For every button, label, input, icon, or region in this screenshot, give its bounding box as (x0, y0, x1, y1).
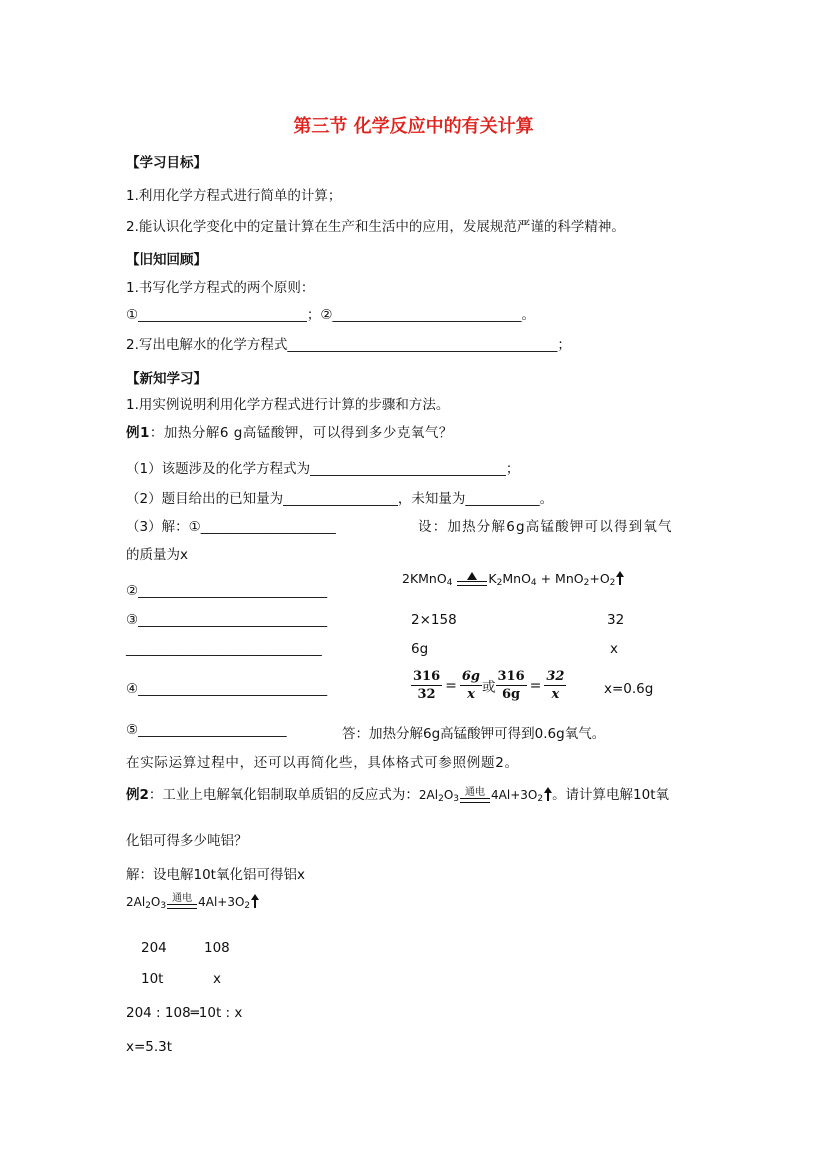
example-2-question-line2: 化铝可得多少吨铝？ (126, 833, 248, 849)
example-2-result: x=5.3t (126, 1039, 173, 1055)
new-learning-header: 【新知学习】 (126, 371, 207, 387)
known-mass: 10t (141, 971, 164, 987)
page-title: 第三节 化学反应中的有关计算 (293, 116, 534, 137)
mass-left: 2×158 (411, 612, 457, 628)
review-1: 1.书写化学方程式的两个原则： (126, 280, 315, 296)
gas-arrow-icon (616, 571, 624, 585)
example-2-ratio: 204 : 108═10t : x (126, 1005, 243, 1021)
example-1-q2: （2）题目给出的已知量为_________________，未知量为___________。 (126, 491, 554, 507)
mass-right: 32 (607, 612, 625, 628)
example-1-step2-blank: ②____________________________ (126, 583, 328, 599)
fraction-3: $\frac{316}{6g}$ (497, 669, 525, 702)
delta-icon (467, 572, 477, 580)
gas-arrow-icon (544, 787, 552, 801)
molar-mass-1: 204 (141, 940, 167, 956)
goal-2: 2.能认识化学变化中的定量计算在生产和生活中的应用，发展规范严谨的科学精神。 (126, 219, 625, 235)
kmno4-equation: 2KMnO$_4$ $K_2MnO_4 + MnO_2+O_2$ (402, 571, 624, 586)
example-2-solution-setup: 解：设电解10t氧化铝可得铝x (126, 867, 305, 883)
example-2-label: 例2 (126, 787, 149, 803)
example-1-label: 例1 (126, 425, 150, 441)
example-1-note: 在实际运算过程中，还可以再简化些，具体格式可参照例题2。 (126, 755, 519, 771)
example-1-result: x=0.6g (604, 681, 654, 697)
review-header: 【旧知回顾】 (126, 252, 207, 268)
gas-arrow-icon (251, 894, 259, 908)
example-1-step3-blank: ③____________________________ (126, 612, 328, 628)
review-1-blanks: ①_________________________；②____________________________。 (126, 307, 535, 323)
proportion-equation: $\frac{316}{32}$ = $\frac{6g}{x}$ 或 $\frac{316}{6g}$ = $\frac{32}{x}$ (413, 669, 565, 702)
review-2: 2.写出电解水的化学方程式________________________________________； (126, 337, 571, 353)
example-1-q3-continued: 的质量为x (126, 547, 188, 563)
electrolysis-condition-2: 通电 (167, 893, 197, 909)
example-1-q3-assumption: 设：加热分解6g高锰酸钾可以得到氧气 (418, 519, 673, 535)
example-1-step5-blank: ⑤______________________ (126, 722, 287, 738)
electrolysis-condition: 通电 (460, 787, 490, 803)
goal-1: 1.利用化学方程式进行简单的计算； (126, 188, 342, 204)
known-left: 6g (411, 641, 429, 657)
fraction-1: $\frac{316}{32}$ (413, 669, 441, 702)
example-1-q1: （1）该题涉及的化学方程式为_____________________________； (126, 461, 520, 477)
example-1-question-text: ：加热分解6 g高锰酸钾，可以得到多少克氧气？ (149, 425, 453, 441)
learning-goals-header: 【学习目标】 (126, 155, 207, 171)
example-1-step4-blank: ④____________________________ (126, 681, 328, 697)
fraction-4: $\frac{32}{x}$ (546, 669, 565, 702)
example-1-extra-blank: _____________________________ (126, 641, 322, 657)
al2o3-equation: $2Al_2O_3$ 通电 $4Al+3O_2$ (126, 893, 259, 909)
new-learning-1: 1.用实例说明利用化学方程式进行计算的步骤和方法。 (126, 397, 450, 413)
fraction-2: $\frac{6g}{x}$ (461, 669, 481, 702)
known-right: x (610, 641, 618, 657)
example-1-question (126, 421, 453, 441)
example-1-answer: 答：加热分解6g高锰酸钾可得到0.6g氧气。 (342, 726, 606, 742)
molar-mass-2: 108 (204, 940, 230, 956)
heat-condition (457, 572, 487, 586)
example-2-question: 例2：工业上电解氧化铝制取单质铝的反应式为：$2Al_2O_3$ 通电 $4Al+3O_2$ 。请计算电解10t氧 (126, 787, 670, 804)
example-1-q3: （3）解：①____________________ (126, 519, 336, 535)
unknown-mass: x (213, 971, 221, 987)
